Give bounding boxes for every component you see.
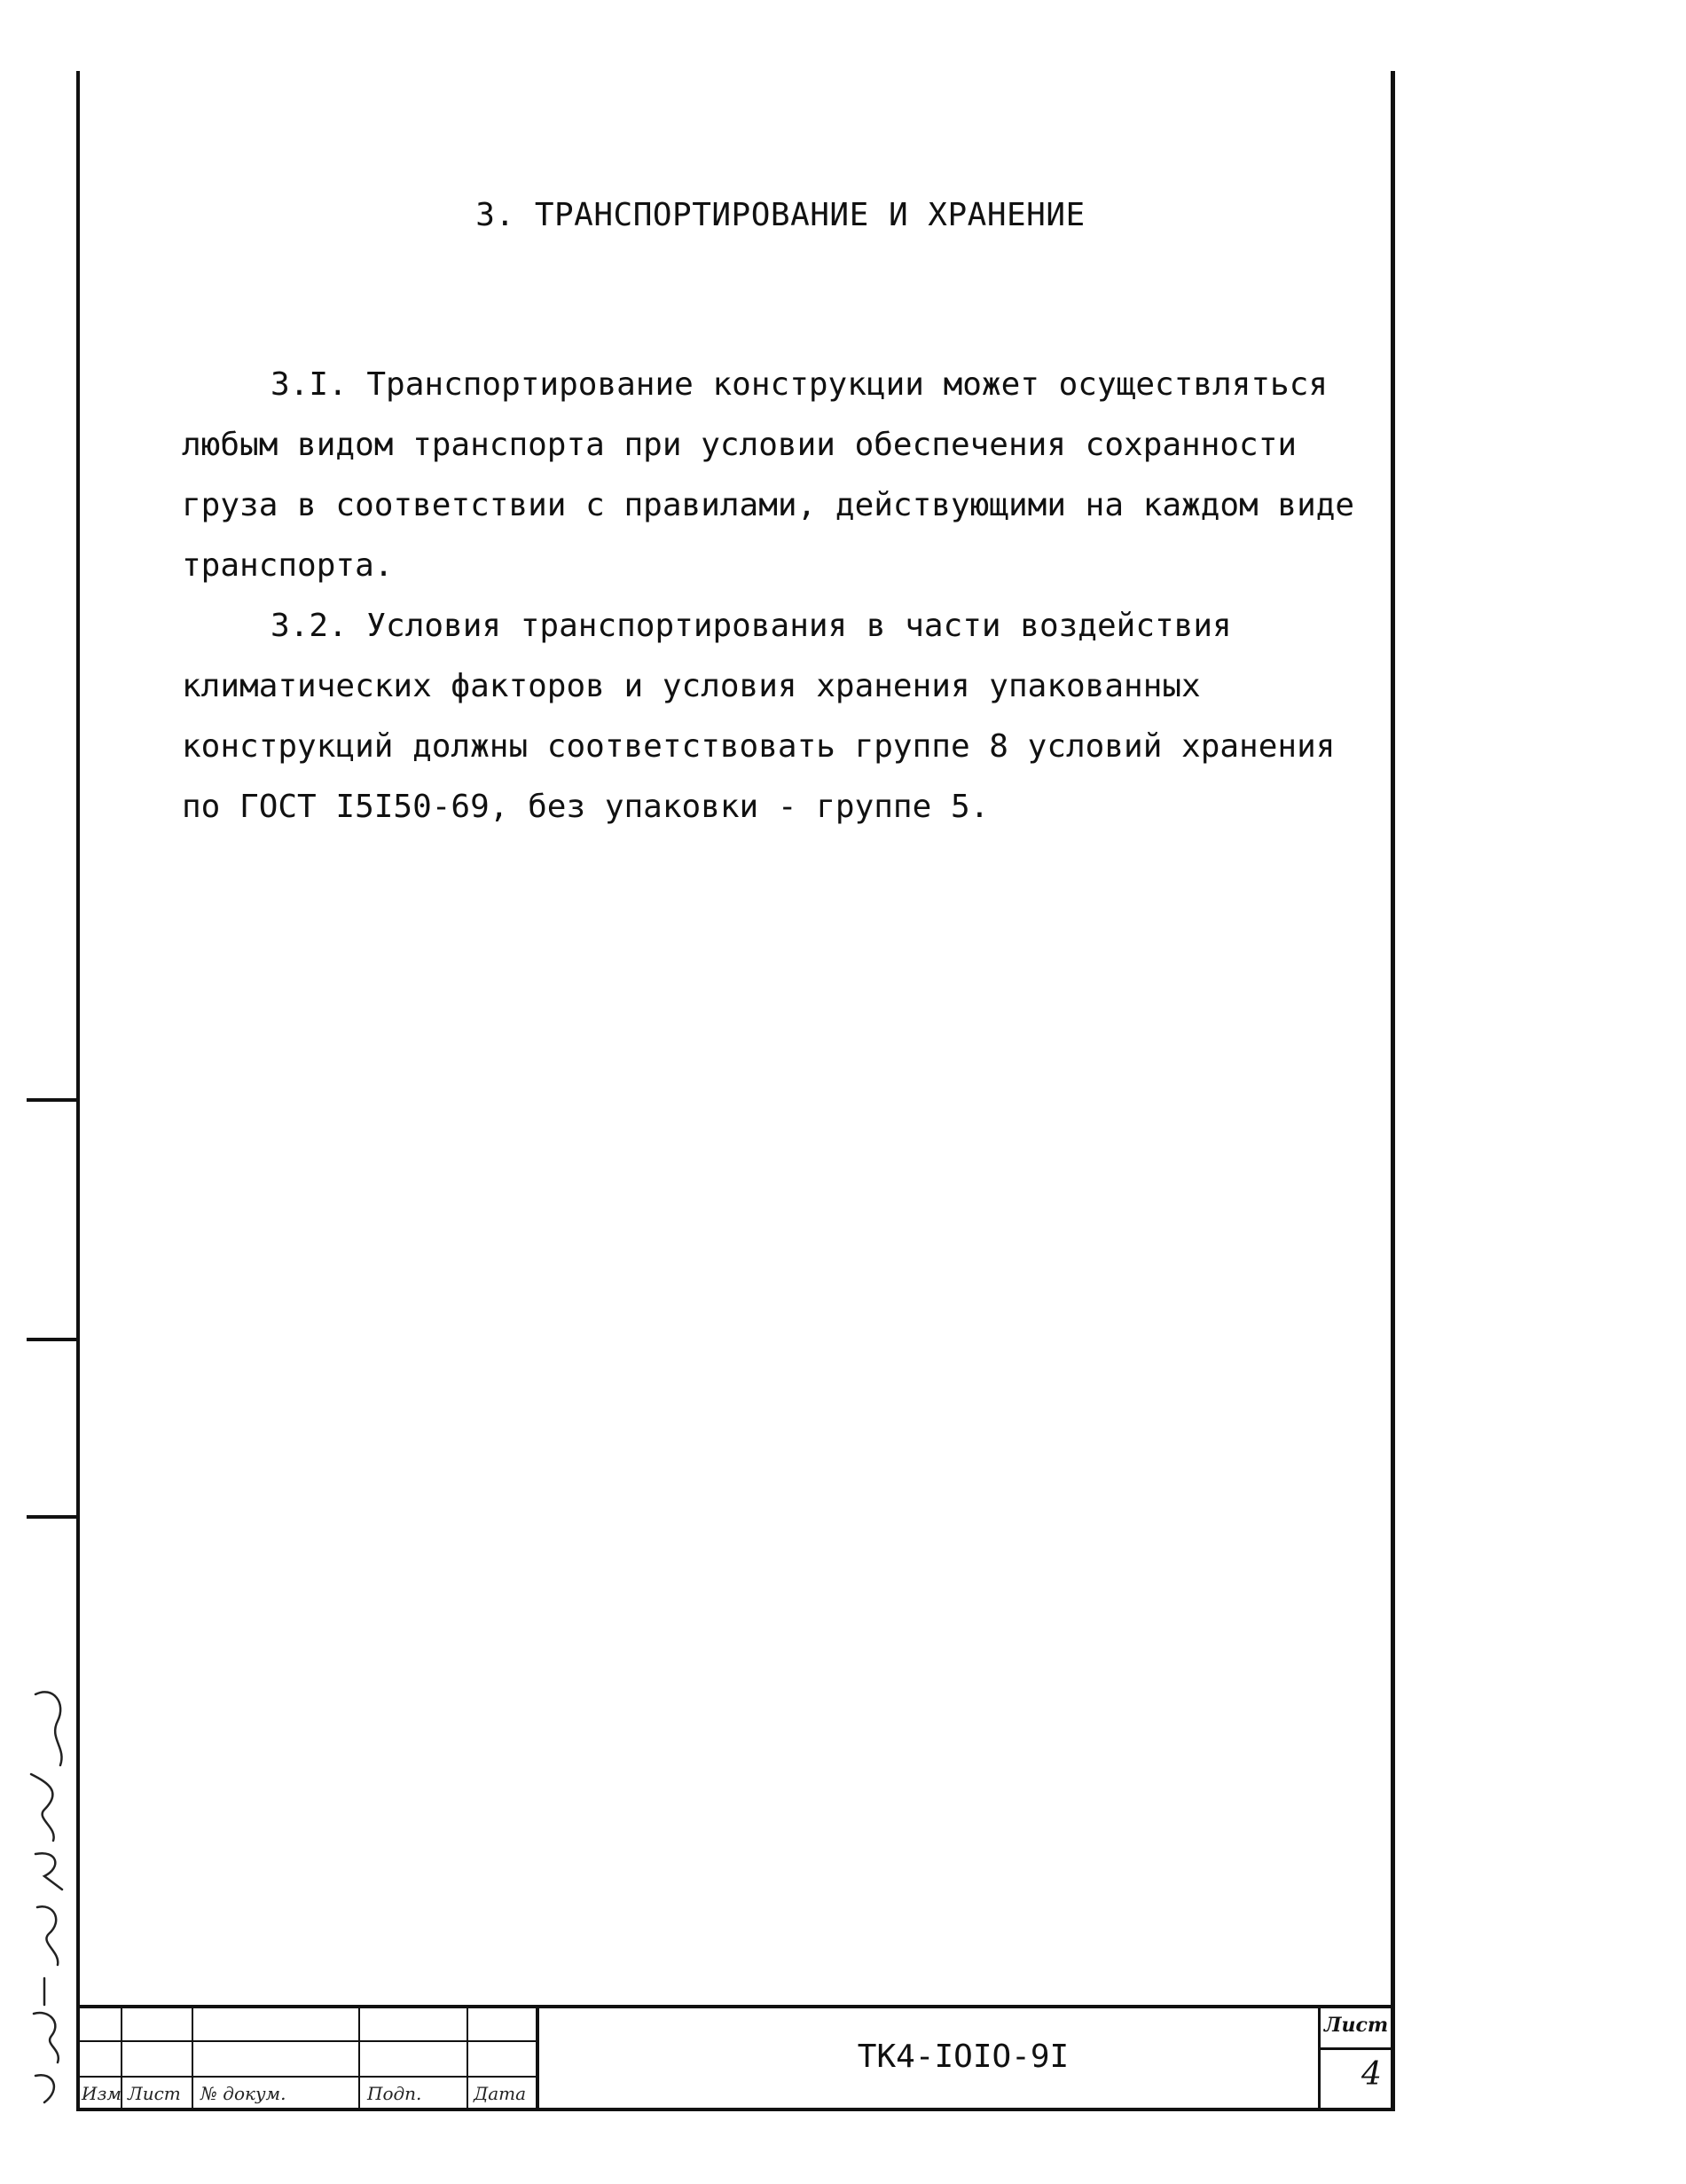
- title-block-column-line: [467, 2008, 468, 2111]
- title-block: [76, 2005, 1395, 2111]
- margin-tick: [27, 1515, 78, 1519]
- paragraph-3-1: 3.I. Транспортирование конструкции может осуществляться любым видом транспорта при условии обеспечения сохранности груза в соответствии с правилами, действующими на каждом виде транспорта.: [182, 366, 1355, 584]
- section-heading: 3. ТРАНСПОРТИРОВАНИЕ И ХРАНЕНИЕ: [475, 197, 1086, 233]
- sheet-number: 4: [1361, 2056, 1382, 2093]
- column-label-doc-number: № докум.: [200, 2083, 286, 2104]
- sheet-box: [1318, 2008, 1395, 2111]
- column-label-signature: Подп.: [367, 2083, 422, 2104]
- paragraph-3-2: 3.2. Условия транспортирования в части воздействия климатических факторов и условия хранения упакованных конструкций должны соответствовать группе 8 условий хранения по ГОСТ I5I50-69, без упаковки - группе 5.: [182, 608, 1336, 825]
- sheet-divider: [1321, 2047, 1395, 2050]
- column-label-date: Дата: [474, 2083, 527, 2104]
- handwritten-signature: [18, 1685, 78, 2111]
- margin-tick: [27, 1338, 78, 1341]
- column-label-sheet: Лист: [128, 2083, 181, 2104]
- title-block-row-line: [76, 2076, 537, 2078]
- document-code: ТК4-IOIO-9I: [857, 2039, 1070, 2075]
- title-block-row-line: [76, 2040, 537, 2042]
- frame-right-border: [1391, 71, 1395, 2111]
- title-block-column-line: [192, 2008, 193, 2111]
- sheet-label: Лист: [1324, 2014, 1389, 2037]
- title-block-column-line: [358, 2008, 360, 2111]
- column-label-change: Изм: [82, 2083, 122, 2104]
- margin-tick: [27, 1098, 78, 1102]
- body-text: [182, 355, 1370, 837]
